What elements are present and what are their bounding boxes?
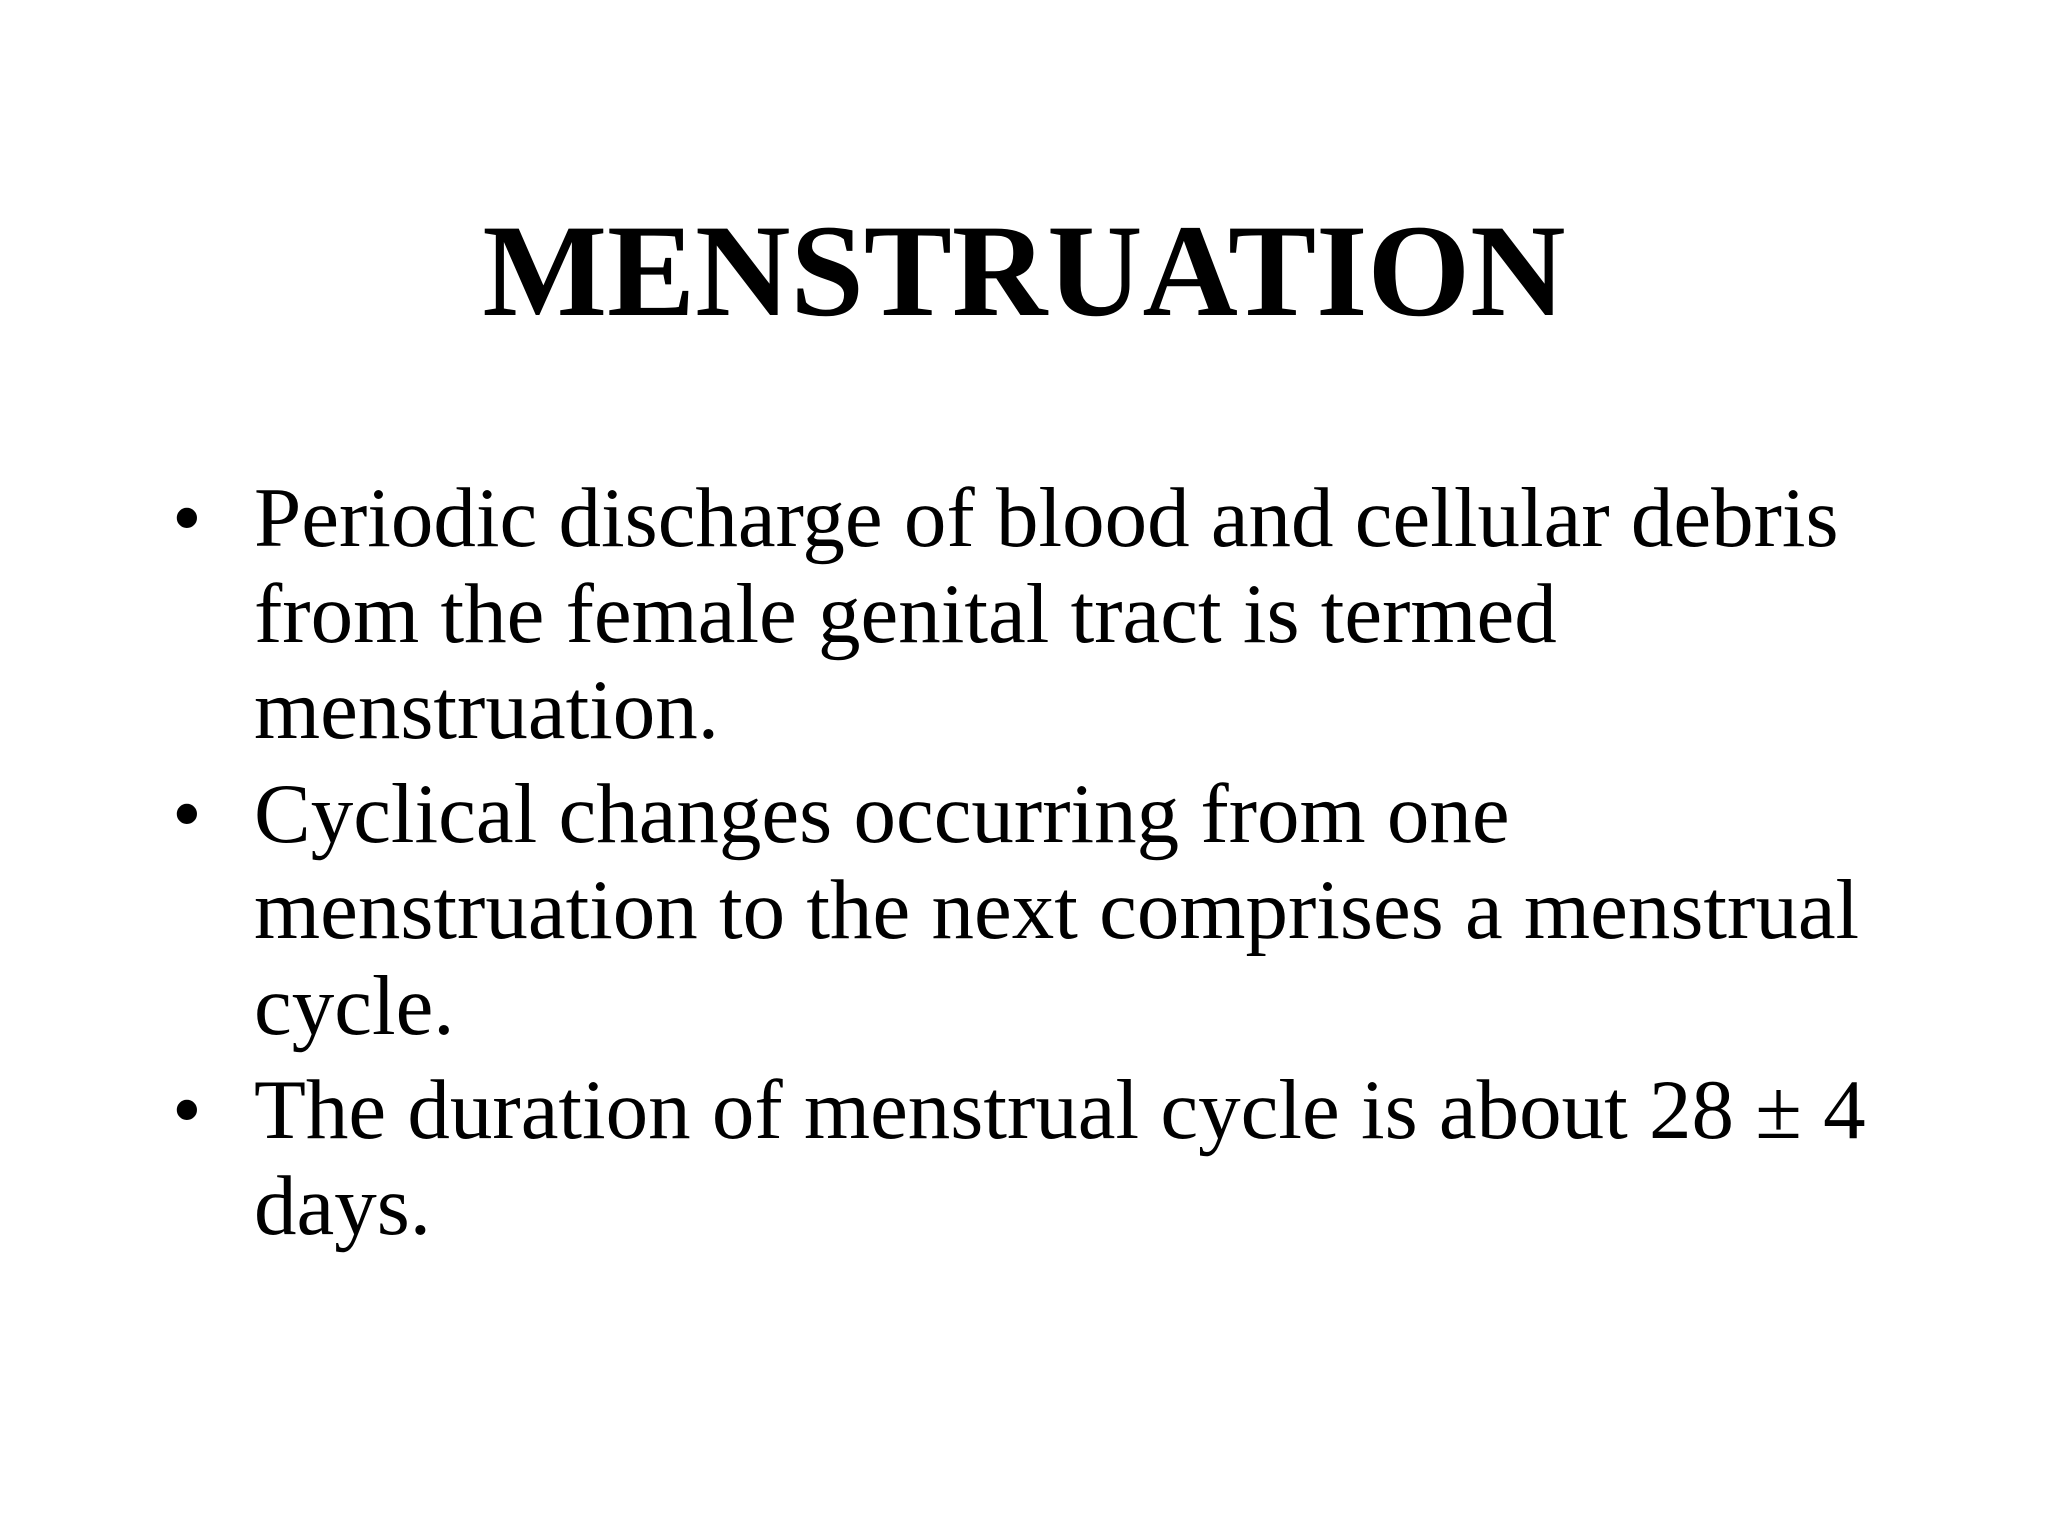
slide-title: MENSTRUATION — [482, 197, 1566, 344]
bullet-item-3 — [166, 1062, 1906, 1254]
bullet-text: The duration of menstrual cycle is about 28 ± 4 days. — [254, 1063, 1866, 1253]
bullet-item-1 — [166, 470, 1906, 758]
bullet-point-icon: • — [172, 1063, 202, 1157]
bullet-point-icon: • — [172, 767, 202, 861]
bullet-point-icon: • — [172, 471, 202, 565]
bullet-item-2 — [166, 766, 1906, 1054]
bullet-list — [166, 470, 1906, 1254]
bullet-text: Periodic discharge of blood and cellular debris from the female genital tract is termed menstruation. — [254, 471, 1839, 757]
bullet-text: Cyclical changes occurring from one menstruation to the next comprises a menstrual cycle. — [254, 767, 1860, 1053]
